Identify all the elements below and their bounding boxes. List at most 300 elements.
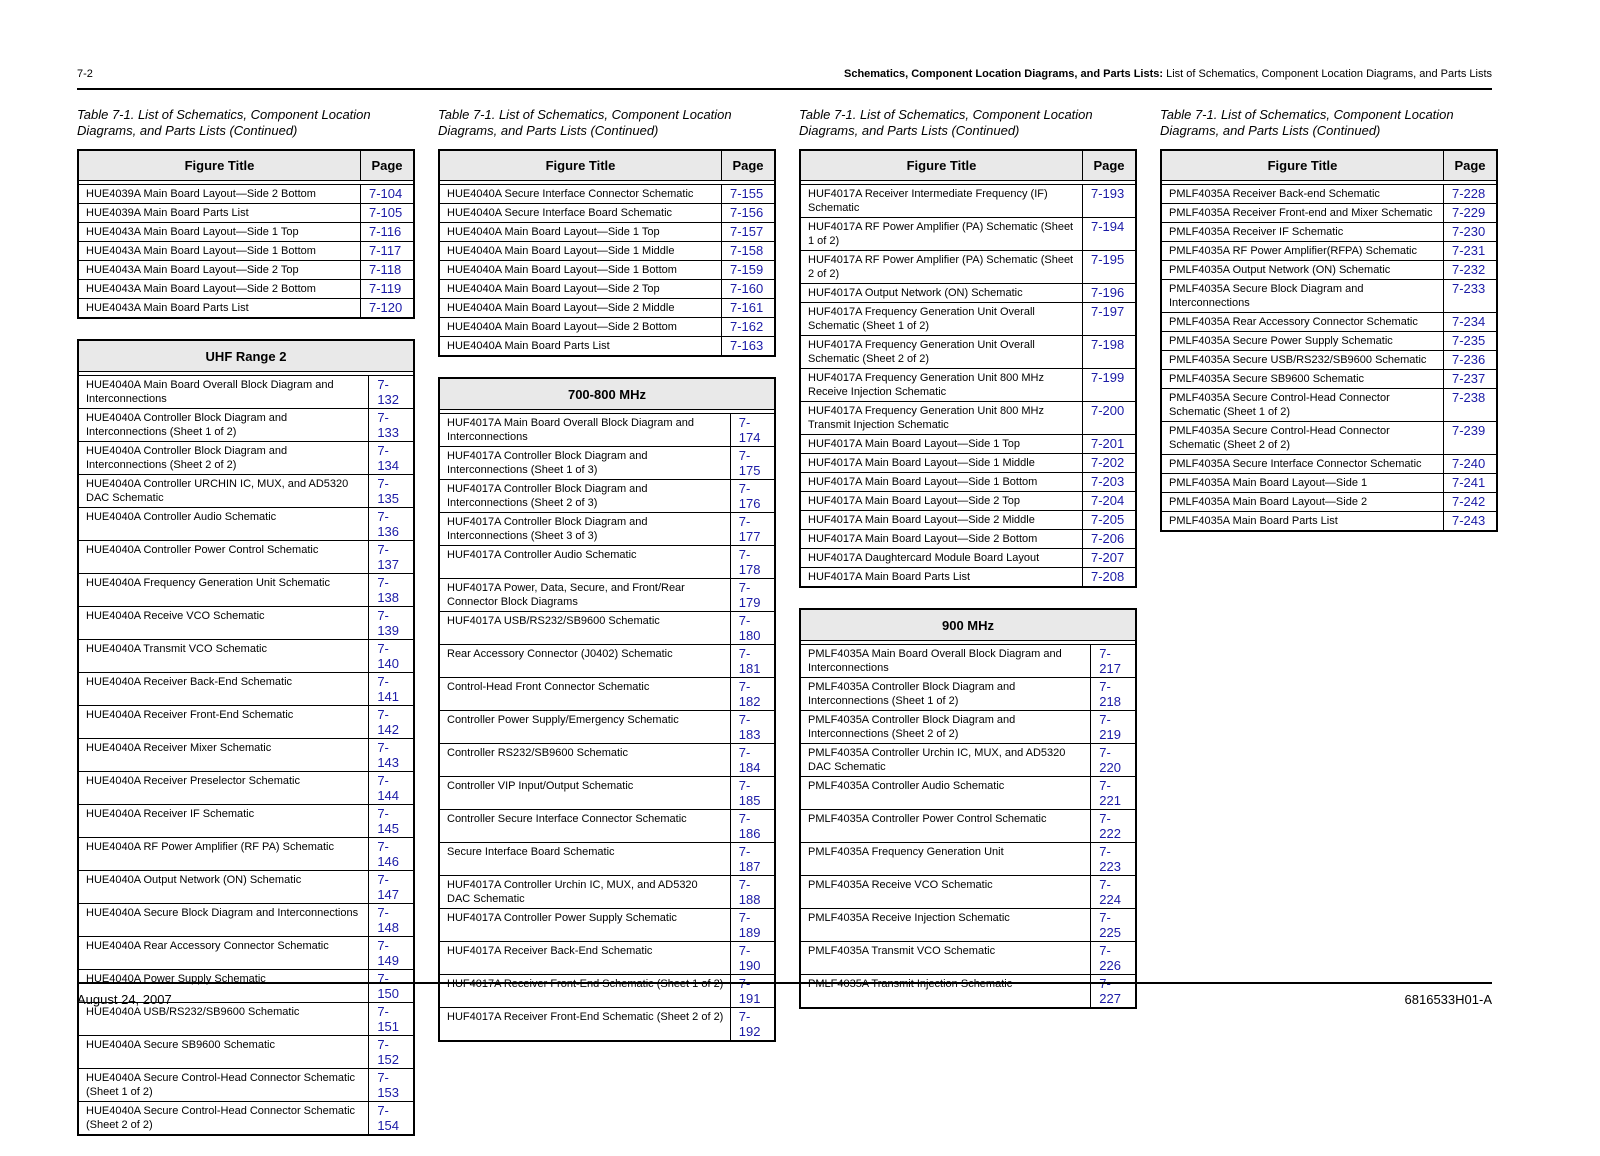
running-title-bold: Schematics, Component Location Diagrams, and Parts Lists: — [843, 68, 1164, 80]
page-link[interactable]: 7-136 — [369, 508, 414, 541]
figure-title-cell: PMLF4035A Main Board Layout—Side 1 — [1161, 474, 1444, 493]
page-link[interactable]: 7-137 — [369, 541, 414, 574]
table-row — [800, 777, 1136, 810]
table-row — [78, 1003, 414, 1036]
page-link[interactable]: 7-233 — [1444, 280, 1498, 313]
index-table — [77, 149, 415, 319]
figure-title-cell: HUE4043A Main Board Layout—Side 2 Bottom — [78, 280, 361, 299]
figure-title-cell: HUF4017A Power, Data, Secure, and Front/Rear Connector Block Diagrams — [439, 579, 730, 612]
figure-title-cell: HUE4040A Main Board Layout—Side 1 Top — [439, 223, 722, 242]
table-header-row — [800, 150, 1136, 181]
figure-title-cell: PMLF4035A Secure Control-Head Connector Schematic (Sheet 1 of 2) — [1161, 389, 1444, 422]
page-link[interactable]: 7-146 — [369, 838, 414, 871]
page-link[interactable]: 7-116 — [361, 223, 415, 242]
page-link[interactable]: 7-219 — [1091, 711, 1136, 744]
table-caption: Table 7-1. List of Schematics, Component Location Diagrams, and Parts Lists (Continued) — [77, 107, 371, 138]
table-row — [1161, 474, 1497, 493]
table-row — [800, 369, 1136, 402]
figure-title-cell: HUF4017A Frequency Generation Unit 800 MHz Transmit Injection Schematic — [800, 402, 1083, 435]
table-row — [800, 876, 1136, 909]
figure-title-cell: PMLF4035A Secure Power Supply Schematic — [1161, 332, 1444, 351]
page-link[interactable]: 7-153 — [369, 1069, 414, 1102]
figure-title-cell: HUF4017A RF Power Amplifier (PA) Schematic (Sheet 1 of 2) — [800, 218, 1083, 251]
figure-title-cell: HUF4017A Receiver Front-End Schematic (Sheet 1 of 2) — [439, 975, 730, 1008]
figure-title-cell: HUE4040A RF Power Amplifier (RF PA) Schematic — [78, 838, 369, 871]
running-title-rest: List of Schematics, Component Location Diagrams, and Parts Lists — [1166, 68, 1492, 80]
page-link[interactable]: 7-148 — [369, 904, 414, 937]
figure-title-cell: HUE4040A Output Network (ON) Schematic — [78, 871, 369, 904]
table-row — [800, 549, 1136, 568]
page-link[interactable]: 7-135 — [369, 475, 414, 508]
table-row — [800, 402, 1136, 435]
figure-title-cell: HUE4040A Main Board Layout—Side 2 Middle — [439, 299, 722, 318]
page-link[interactable]: 7-201 — [1083, 435, 1137, 454]
table-row — [1161, 389, 1497, 422]
table-row — [78, 376, 414, 409]
section-table — [799, 608, 1137, 1009]
table-header-row — [78, 340, 414, 372]
table-row — [439, 513, 775, 546]
figure-title-cell: HUE4040A Power Supply Schematic — [78, 970, 369, 1003]
table-row — [78, 640, 414, 673]
table-row — [800, 473, 1136, 492]
page-link[interactable]: 7-202 — [1083, 454, 1137, 473]
page-link[interactable]: 7-239 — [1444, 422, 1498, 455]
page-link[interactable]: 7-235 — [1444, 332, 1498, 351]
page-link[interactable]: 7-182 — [730, 678, 775, 711]
table-caption: Table 7-1. List of Schematics, Component Location Diagrams, and Parts Lists (Continued) — [799, 107, 1093, 138]
page-link[interactable]: 7-238 — [1444, 389, 1498, 422]
figure-title-cell: HUE4043A Main Board Parts List — [78, 299, 361, 319]
section-title: UHF Range 2 — [78, 340, 414, 372]
figure-title-cell: HUE4040A Receiver Preselector Schematic — [78, 772, 369, 805]
page-link[interactable]: 7-133 — [369, 409, 414, 442]
section-title: 700-800 MHz — [439, 378, 775, 410]
page-link[interactable]: 7-190 — [730, 942, 775, 975]
column-3 — [799, 107, 1137, 1029]
section-table — [438, 377, 776, 1042]
table-row — [439, 546, 775, 579]
page-link[interactable]: 7-147 — [369, 871, 414, 904]
table-row — [78, 838, 414, 871]
figure-title-cell: HUE4040A Secure Control-Head Connector Schematic (Sheet 2 of 2) — [78, 1102, 369, 1136]
page-link[interactable]: 7-220 — [1091, 744, 1136, 777]
page-link[interactable]: 7-184 — [730, 744, 775, 777]
figure-title-cell: HUF4017A Controller Block Diagram and Interconnections (Sheet 2 of 3) — [439, 480, 730, 513]
page-link[interactable]: 7-157 — [722, 223, 776, 242]
table-row — [78, 739, 414, 772]
page-link[interactable]: 7-145 — [369, 805, 414, 838]
table-row — [800, 185, 1136, 218]
figure-title-cell: HUE4040A Main Board Parts List — [439, 337, 722, 357]
table-row — [439, 777, 775, 810]
column-header-figure-title: Figure Title — [800, 150, 1083, 181]
page-link[interactable]: 7-161 — [722, 299, 776, 318]
page-link[interactable]: 7-242 — [1444, 493, 1498, 512]
column-header-page: Page — [1444, 150, 1498, 181]
page-link[interactable]: 7-183 — [730, 711, 775, 744]
figure-title-cell: PMLF4035A Secure SB9600 Schematic — [1161, 370, 1444, 389]
figure-title-cell: HUF4017A RF Power Amplifier (PA) Schematic (Sheet 2 of 2) — [800, 251, 1083, 284]
page-link[interactable]: 7-227 — [1091, 975, 1136, 1009]
table-row — [1161, 261, 1497, 280]
page-link[interactable]: 7-200 — [1083, 402, 1137, 435]
index-table — [438, 149, 776, 357]
table-row — [800, 711, 1136, 744]
figure-title-cell: HUE4040A Receiver Mixer Schematic — [78, 739, 369, 772]
page-link[interactable]: 7-236 — [1444, 351, 1498, 370]
page-link[interactable]: 7-159 — [722, 261, 776, 280]
table-row — [439, 242, 775, 261]
page-link[interactable]: 7-241 — [1444, 474, 1498, 493]
table-row — [1161, 332, 1497, 351]
table-row — [439, 810, 775, 843]
figure-title-cell: PMLF4035A Frequency Generation Unit — [800, 843, 1091, 876]
table-row — [439, 1008, 775, 1042]
page-link[interactable]: 7-228 — [1444, 185, 1498, 204]
figure-title-cell: PMLF4035A Controller Block Diagram and Interconnections (Sheet 2 of 2) — [800, 711, 1091, 744]
figure-title-cell: Controller RS232/SB9600 Schematic — [439, 744, 730, 777]
table-row — [1161, 242, 1497, 261]
figure-title-cell: HUE4040A Controller Audio Schematic — [78, 508, 369, 541]
figure-title-cell: HUE4040A Controller Block Diagram and Interconnections (Sheet 2 of 2) — [78, 442, 369, 475]
page-link[interactable]: 7-208 — [1083, 568, 1137, 588]
page-link[interactable]: 7-240 — [1444, 455, 1498, 474]
table-row — [439, 612, 775, 645]
page-link[interactable]: 7-217 — [1091, 645, 1136, 678]
page-link[interactable]: 7-198 — [1083, 336, 1137, 369]
table-row — [1161, 280, 1497, 313]
table-row — [800, 744, 1136, 777]
figure-title-cell: Controller Power Supply/Emergency Schematic — [439, 711, 730, 744]
table-row — [1161, 422, 1497, 455]
page-link[interactable]: 7-162 — [722, 318, 776, 337]
figure-title-cell: HUE4040A Transmit VCO Schematic — [78, 640, 369, 673]
table-row — [800, 454, 1136, 473]
figure-title-cell: HUF4017A Main Board Layout—Side 1 Middle — [800, 454, 1083, 473]
page-link[interactable]: 7-237 — [1444, 370, 1498, 389]
table-row — [800, 530, 1136, 549]
figure-title-cell: HUE4040A Secure Block Diagram and Interconnections — [78, 904, 369, 937]
page-link[interactable]: 7-142 — [369, 706, 414, 739]
table-row — [439, 843, 775, 876]
figure-title-cell: HUF4017A Main Board Layout—Side 1 Top — [800, 435, 1083, 454]
table-row — [439, 744, 775, 777]
index-table — [1160, 149, 1498, 532]
page-link[interactable]: 7-206 — [1083, 530, 1137, 549]
figure-title-cell: HUF4017A Controller Block Diagram and Interconnections (Sheet 3 of 3) — [439, 513, 730, 546]
table-row — [78, 409, 414, 442]
table-row — [800, 336, 1136, 369]
table-row — [1161, 313, 1497, 332]
figure-title-cell: PMLF4035A Controller Block Diagram and Interconnections (Sheet 1 of 2) — [800, 678, 1091, 711]
figure-title-cell: HUE4040A Main Board Overall Block Diagram and Interconnections — [78, 376, 369, 409]
page-link[interactable]: 7-218 — [1091, 678, 1136, 711]
footer-date: August 24, 2007 — [77, 992, 172, 1007]
table-header-row — [439, 378, 775, 410]
table-row — [800, 568, 1136, 588]
page-link[interactable]: 7-192 — [730, 1008, 775, 1042]
page-link[interactable]: 7-160 — [722, 280, 776, 299]
page-link[interactable]: 7-221 — [1091, 777, 1136, 810]
column-header-page: Page — [1083, 150, 1137, 181]
table-row — [78, 805, 414, 838]
table-header-row — [1161, 150, 1497, 181]
table-row — [439, 645, 775, 678]
table-row — [439, 876, 775, 909]
table-row — [439, 414, 775, 447]
figure-title-cell: HUF4017A Controller Urchin IC, MUX, and AD5320 DAC Schematic — [439, 876, 730, 909]
column-header-figure-title: Figure Title — [78, 150, 361, 181]
page-link[interactable]: 7-195 — [1083, 251, 1137, 284]
table-header-row — [78, 150, 414, 181]
page-link[interactable]: 7-207 — [1083, 549, 1137, 568]
table-row — [78, 673, 414, 706]
table-row — [439, 579, 775, 612]
page-number: 7-2 — [77, 68, 93, 80]
figure-title-cell: HUE4040A Secure Control-Head Connector Schematic (Sheet 1 of 2) — [78, 1069, 369, 1102]
page-link[interactable]: 7-105 — [361, 204, 415, 223]
page-link[interactable]: 7-196 — [1083, 284, 1137, 303]
column-header-page: Page — [722, 150, 776, 181]
page-link[interactable]: 7-174 — [730, 414, 775, 447]
table-row — [439, 942, 775, 975]
page-link[interactable]: 7-189 — [730, 909, 775, 942]
table-row — [78, 1069, 414, 1102]
figure-title-cell: PMLF4035A Main Board Layout—Side 2 — [1161, 493, 1444, 512]
page-header — [77, 66, 1492, 90]
table-row — [78, 904, 414, 937]
page-link[interactable]: 7-188 — [730, 876, 775, 909]
table-row — [78, 574, 414, 607]
page-link[interactable]: 7-243 — [1444, 512, 1498, 532]
table-row — [1161, 512, 1497, 532]
page-link[interactable]: 7-120 — [361, 299, 415, 319]
page-link[interactable]: 7-118 — [361, 261, 415, 280]
table-row — [78, 937, 414, 970]
figure-title-cell: HUF4017A Frequency Generation Unit Overall Schematic (Sheet 2 of 2) — [800, 336, 1083, 369]
page-link[interactable]: 7-134 — [369, 442, 414, 475]
page-link[interactable]: 7-231 — [1444, 242, 1498, 261]
page-link[interactable]: 7-156 — [722, 204, 776, 223]
figure-title-cell: PMLF4035A Transmit VCO Schematic — [800, 942, 1091, 975]
table-row — [800, 435, 1136, 454]
column-2 — [438, 107, 776, 1062]
page-link[interactable]: 7-186 — [730, 810, 775, 843]
table-row — [1161, 204, 1497, 223]
page-link[interactable]: 7-230 — [1444, 223, 1498, 242]
page-link[interactable]: 7-193 — [1083, 185, 1137, 218]
figure-title-cell: HUF4017A Receiver Front-End Schematic (Sheet 2 of 2) — [439, 1008, 730, 1042]
page-link[interactable]: 7-132 — [369, 376, 414, 409]
figure-title-cell: HUE4040A Receiver IF Schematic — [78, 805, 369, 838]
page-link[interactable]: 7-178 — [730, 546, 775, 579]
figure-title-cell: HUE4040A Main Board Layout—Side 1 Bottom — [439, 261, 722, 280]
figure-title-cell: HUE4040A Rear Accessory Connector Schematic — [78, 937, 369, 970]
table-row — [78, 541, 414, 574]
figure-title-cell: HUF4017A Controller Block Diagram and Interconnections (Sheet 1 of 3) — [439, 447, 730, 480]
table-row — [78, 607, 414, 640]
page-link[interactable]: 7-205 — [1083, 511, 1137, 530]
page-link[interactable]: 7-155 — [722, 185, 776, 204]
figure-title-cell: PMLF4035A Rear Accessory Connector Schematic — [1161, 313, 1444, 332]
figure-title-cell: HUE4040A Receiver Front-End Schematic — [78, 706, 369, 739]
page-link[interactable]: 7-163 — [722, 337, 776, 357]
page-link[interactable]: 7-223 — [1091, 843, 1136, 876]
figure-title-cell: Rear Accessory Connector (J0402) Schematic — [439, 645, 730, 678]
table-row — [1161, 223, 1497, 242]
column-header-page: Page — [361, 150, 415, 181]
page-link[interactable]: 7-181 — [730, 645, 775, 678]
figure-title-cell: HUE4040A Secure SB9600 Schematic — [78, 1036, 369, 1069]
page-link[interactable]: 7-149 — [369, 937, 414, 970]
page-link[interactable]: 7-117 — [361, 242, 415, 261]
page-link[interactable]: 7-104 — [361, 185, 415, 204]
page-link[interactable]: 7-191 — [730, 975, 775, 1008]
figure-title-cell: PMLF4035A Main Board Parts List — [1161, 512, 1444, 532]
figure-title-cell: HUE4040A Controller Block Diagram and Interconnections (Sheet 1 of 2) — [78, 409, 369, 442]
table-row — [800, 645, 1136, 678]
table-row — [1161, 455, 1497, 474]
table-row — [439, 261, 775, 280]
figure-title-cell: HUF4017A Daughtercard Module Board Layout — [800, 549, 1083, 568]
page-link[interactable]: 7-139 — [369, 607, 414, 640]
figure-title-cell: HUE4040A Receive VCO Schematic — [78, 607, 369, 640]
table-row — [78, 299, 414, 319]
page-link[interactable]: 7-144 — [369, 772, 414, 805]
table-header-row — [439, 150, 775, 181]
figure-title-cell: PMLF4035A Controller Urchin IC, MUX, and AD5320 DAC Schematic — [800, 744, 1091, 777]
page-link[interactable]: 7-140 — [369, 640, 414, 673]
table-caption: Table 7-1. List of Schematics, Component Location Diagrams, and Parts Lists (Continued) — [1160, 107, 1454, 138]
section-title: 900 MHz — [800, 609, 1136, 641]
table-row — [439, 223, 775, 242]
table-row — [439, 185, 775, 204]
page-link[interactable]: 7-194 — [1083, 218, 1137, 251]
page-link[interactable]: 7-224 — [1091, 876, 1136, 909]
page-link[interactable]: 7-175 — [730, 447, 775, 480]
table-row — [439, 447, 775, 480]
figure-title-cell: HUF4017A Frequency Generation Unit 800 MHz Receive Injection Schematic — [800, 369, 1083, 402]
table-row — [1161, 370, 1497, 389]
table-row — [800, 303, 1136, 336]
figure-title-cell: HUE4040A Main Board Layout—Side 2 Bottom — [439, 318, 722, 337]
page-link[interactable]: 7-203 — [1083, 473, 1137, 492]
figure-title-cell: PMLF4035A Controller Audio Schematic — [800, 777, 1091, 810]
page-link[interactable]: 7-229 — [1444, 204, 1498, 223]
page-link[interactable]: 7-197 — [1083, 303, 1137, 336]
figure-title-cell: HUE4039A Main Board Parts List — [78, 204, 361, 223]
page-link[interactable]: 7-141 — [369, 673, 414, 706]
page-link[interactable]: 7-187 — [730, 843, 775, 876]
figure-title-cell: PMLF4035A Secure USB/RS232/SB9600 Schematic — [1161, 351, 1444, 370]
page-link[interactable]: 7-152 — [369, 1036, 414, 1069]
table-header-row — [800, 609, 1136, 641]
page-link[interactable]: 7-234 — [1444, 313, 1498, 332]
page-link[interactable]: 7-158 — [722, 242, 776, 261]
table-row — [439, 337, 775, 357]
table-row — [800, 942, 1136, 975]
page-link[interactable]: 7-177 — [730, 513, 775, 546]
figure-title-cell: HUF4017A Output Network (ON) Schematic — [800, 284, 1083, 303]
page-link[interactable]: 7-154 — [369, 1102, 414, 1136]
page-link[interactable]: 7-179 — [730, 579, 775, 612]
page-link[interactable]: 7-176 — [730, 480, 775, 513]
page-link[interactable]: 7-222 — [1091, 810, 1136, 843]
table-row — [1161, 493, 1497, 512]
figure-title-cell: HUE4040A Frequency Generation Unit Schematic — [78, 574, 369, 607]
section-table — [77, 339, 415, 1136]
page-link[interactable]: 7-225 — [1091, 909, 1136, 942]
table-row — [439, 299, 775, 318]
table-row — [78, 442, 414, 475]
table-row — [1161, 351, 1497, 370]
page-link[interactable]: 7-199 — [1083, 369, 1137, 402]
page-link[interactable]: 7-143 — [369, 739, 414, 772]
figure-title-cell: PMLF4035A Secure Block Diagram and Interconnections — [1161, 280, 1444, 313]
table-row — [800, 843, 1136, 876]
figure-title-cell: PMLF4035A Controller Power Control Schematic — [800, 810, 1091, 843]
table-row — [800, 909, 1136, 942]
figure-title-cell: HUF4017A Receiver Intermediate Frequency (IF) Schematic — [800, 185, 1083, 218]
table-caption: Table 7-1. List of Schematics, Component Location Diagrams, and Parts Lists (Continued) — [438, 107, 732, 138]
table-row — [78, 280, 414, 299]
figure-title-cell: HUE4040A Controller Power Control Schematic — [78, 541, 369, 574]
figure-title-cell: HUF4017A Main Board Layout—Side 2 Bottom — [800, 530, 1083, 549]
figure-title-cell: PMLF4035A Secure Interface Connector Schematic — [1161, 455, 1444, 474]
page-link[interactable]: 7-232 — [1444, 261, 1498, 280]
table-row — [800, 218, 1136, 251]
page-link[interactable]: 7-151 — [369, 1003, 414, 1036]
page-link[interactable]: 7-119 — [361, 280, 415, 299]
table-row — [800, 251, 1136, 284]
table-row — [78, 475, 414, 508]
figure-title-cell: Control-Head Front Connector Schematic — [439, 678, 730, 711]
figure-title-cell: PMLF4035A Main Board Overall Block Diagram and Interconnections — [800, 645, 1091, 678]
page-link[interactable]: 7-185 — [730, 777, 775, 810]
figure-title-cell: HUE4040A Secure Interface Board Schematic — [439, 204, 722, 223]
table-row — [1161, 185, 1497, 204]
figure-title-cell: HUE4040A Main Board Layout—Side 1 Middle — [439, 242, 722, 261]
table-row — [439, 711, 775, 744]
table-row — [439, 909, 775, 942]
figure-title-cell: HUF4017A USB/RS232/SB9600 Schematic — [439, 612, 730, 645]
table-row — [439, 204, 775, 223]
page-link[interactable]: 7-204 — [1083, 492, 1137, 511]
table-row — [800, 810, 1136, 843]
figure-title-cell: HUE4043A Main Board Layout—Side 1 Top — [78, 223, 361, 242]
table-row — [78, 242, 414, 261]
page-link[interactable]: 7-180 — [730, 612, 775, 645]
figure-title-cell: PMLF4035A Output Network (ON) Schematic — [1161, 261, 1444, 280]
page-link[interactable]: 7-138 — [369, 574, 414, 607]
table-row — [78, 223, 414, 242]
table-row — [78, 1036, 414, 1069]
figure-title-cell: HUE4040A USB/RS232/SB9600 Schematic — [78, 1003, 369, 1036]
table-row — [439, 280, 775, 299]
table-row — [800, 492, 1136, 511]
figure-title-cell: HUE4039A Main Board Layout—Side 2 Bottom — [78, 185, 361, 204]
figure-title-cell: HUE4040A Secure Interface Connector Schematic — [439, 185, 722, 204]
figure-title-cell: HUF4017A Controller Power Supply Schematic — [439, 909, 730, 942]
column-header-figure-title: Figure Title — [439, 150, 722, 181]
figure-title-cell: PMLF4035A Receiver Front-end and Mixer Schematic — [1161, 204, 1444, 223]
page-link[interactable]: 7-226 — [1091, 942, 1136, 975]
index-table — [799, 149, 1137, 588]
figure-title-cell: HUF4017A Receiver Back-End Schematic — [439, 942, 730, 975]
figure-title-cell: PMLF4035A Receiver IF Schematic — [1161, 223, 1444, 242]
page-link[interactable]: 7-150 — [369, 970, 414, 1003]
